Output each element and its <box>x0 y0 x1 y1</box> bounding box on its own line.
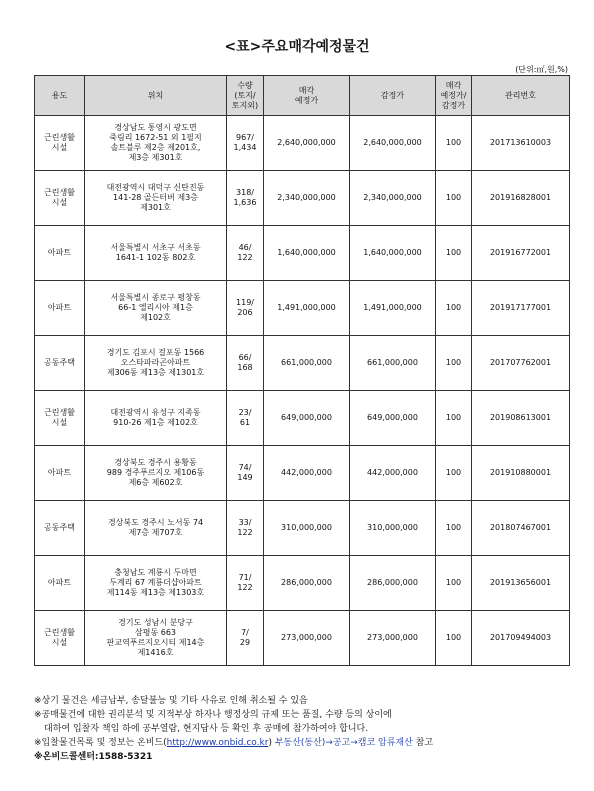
cell-qty: 318/ 1,636 <box>227 171 264 226</box>
note-liability: ※공매물건에 대한 권리분석 및 지적부상 하자나 행정상의 규제 또는 품질, 수량 등의 상이에 <box>34 710 392 720</box>
cell-qty: 967/ 1,434 <box>227 116 264 171</box>
table-row <box>35 226 570 281</box>
cell-use: 아파트 <box>35 556 85 611</box>
note-callcenter: ※온비드콜센터:1588-5321 <box>34 752 153 762</box>
header-location: 위치 <box>85 76 227 116</box>
header-qty: 수량 (토지/ 토지외) <box>227 76 264 116</box>
cell-location: 대전광역시 대덕구 신탄진동 141-28 골든터버 제3층 제301호 <box>85 171 227 226</box>
cell-price: 2,640,000,000 <box>264 116 350 171</box>
cell-mgmt: 201713610003 <box>472 116 570 171</box>
cell-use: 근린생활 시설 <box>35 391 85 446</box>
cell-mgmt: 201709494003 <box>472 611 570 666</box>
note-onbid-mid: ) <box>268 738 275 748</box>
cell-appraisal: 1,491,000,000 <box>350 281 436 336</box>
cell-ratio: 100 <box>436 226 472 281</box>
note-onbid-suffix: 참고 <box>412 738 434 748</box>
cell-price: 1,491,000,000 <box>264 281 350 336</box>
cell-price: 661,000,000 <box>264 336 350 391</box>
property-table <box>34 75 570 666</box>
cell-location: 서울특별시 종로구 평창동 66-1 엘리시아 제1층 제102호 <box>85 281 227 336</box>
cell-qty: 7/ 29 <box>227 611 264 666</box>
cell-mgmt: 201913656001 <box>472 556 570 611</box>
cell-ratio: 100 <box>436 281 472 336</box>
header-price: 매각 예정가 <box>264 76 350 116</box>
cell-use: 아파트 <box>35 446 85 501</box>
cell-location: 경상북도 경주시 노서동 74 제7층 제707호 <box>85 501 227 556</box>
cell-use: 근린생활 시설 <box>35 171 85 226</box>
table-row <box>35 336 570 391</box>
cell-qty: 71/ 122 <box>227 556 264 611</box>
cell-price: 310,000,000 <box>264 501 350 556</box>
cell-qty: 119/ 206 <box>227 281 264 336</box>
cell-qty: 46/ 122 <box>227 226 264 281</box>
cell-ratio: 100 <box>436 116 472 171</box>
cell-appraisal: 286,000,000 <box>350 556 436 611</box>
cell-qty: 74/ 149 <box>227 446 264 501</box>
cell-appraisal: 442,000,000 <box>350 446 436 501</box>
cell-location: 경상북도 경주시 용황동 989 경주푸르지오 제106동 제6층 제602호 <box>85 446 227 501</box>
cell-appraisal: 2,340,000,000 <box>350 171 436 226</box>
table-row <box>35 171 570 226</box>
cell-mgmt: 201917177001 <box>472 281 570 336</box>
cell-use: 아파트 <box>35 281 85 336</box>
table-row <box>35 391 570 446</box>
cell-qty: 33/ 122 <box>227 501 264 556</box>
cell-use: 근린생활 시설 <box>35 116 85 171</box>
cell-price: 649,000,000 <box>264 391 350 446</box>
cell-location: 충청남도 계룡시 두마면 두계리 67 계룡더샵아파트 제114동 제13층 제1303호 <box>85 556 227 611</box>
table-row <box>35 611 570 666</box>
note-onbid-prefix: ※입찰물건목록 및 정보는 온비드( <box>34 738 167 748</box>
cell-appraisal: 649,000,000 <box>350 391 436 446</box>
cell-mgmt: 201916828001 <box>472 171 570 226</box>
table-header-row <box>35 76 570 116</box>
cell-use: 근린생활 시설 <box>35 611 85 666</box>
cell-price: 1,640,000,000 <box>264 226 350 281</box>
cell-mgmt: 201707762001 <box>472 336 570 391</box>
table-row <box>35 446 570 501</box>
cell-price: 273,000,000 <box>264 611 350 666</box>
cell-location: 경기도 김포시 걸포동 1566 오스타파라곤아파트 제306동 제13층 제1301호 <box>85 336 227 391</box>
cell-ratio: 100 <box>436 336 472 391</box>
cell-use: 공동주택 <box>35 336 85 391</box>
unit-label: (단위:㎡,원,%) <box>515 65 568 74</box>
cell-price: 2,340,000,000 <box>264 171 350 226</box>
cell-qty: 66/ 168 <box>227 336 264 391</box>
note-liability-cont: 대하여 입찰자 책임 하에 공부열람, 현지답사 등 확인 후 공매에 참가하여야 합니다. <box>44 724 369 734</box>
table-body <box>35 116 570 666</box>
onbid-link[interactable]: http://www.onbid.co.kr <box>166 738 269 748</box>
cell-ratio: 100 <box>436 501 472 556</box>
cell-ratio: 100 <box>436 446 472 501</box>
cell-appraisal: 310,000,000 <box>350 501 436 556</box>
cell-mgmt: 201807467001 <box>472 501 570 556</box>
cell-use: 공동주택 <box>35 501 85 556</box>
cell-location: 대전광역시 유성구 지족동 910-26 제1층 제102호 <box>85 391 227 446</box>
table-row <box>35 281 570 336</box>
cell-ratio: 100 <box>436 556 472 611</box>
cell-qty: 23/ 61 <box>227 391 264 446</box>
cell-price: 442,000,000 <box>264 446 350 501</box>
cell-appraisal: 273,000,000 <box>350 611 436 666</box>
header-mgmt: 관리번호 <box>472 76 570 116</box>
table-row <box>35 501 570 556</box>
cell-appraisal: 1,640,000,000 <box>350 226 436 281</box>
note-cancel: ※상기 물건은 세금납부, 송달불능 및 기타 사유로 인해 취소될 수 있음 <box>34 696 308 706</box>
page-title: <표>주요매각예정물건 <box>224 39 370 55</box>
cell-mgmt: 201910880001 <box>472 446 570 501</box>
header-ratio: 매각 예정가/ 감정가 <box>436 76 472 116</box>
cell-appraisal: 2,640,000,000 <box>350 116 436 171</box>
cell-use: 아파트 <box>35 226 85 281</box>
cell-price: 286,000,000 <box>264 556 350 611</box>
header-appraisal: 감정가 <box>350 76 436 116</box>
cell-mgmt: 201908613001 <box>472 391 570 446</box>
cell-ratio: 100 <box>436 171 472 226</box>
onbid-path: 부동산(동산)→공고→캠코 압류재산 <box>274 738 413 748</box>
cell-appraisal: 661,000,000 <box>350 336 436 391</box>
header-use: 용도 <box>35 76 85 116</box>
cell-ratio: 100 <box>436 391 472 446</box>
cell-ratio: 100 <box>436 611 472 666</box>
table-row <box>35 556 570 611</box>
cell-location: 서울특별시 서초구 서초동 1641-1 102동 802호 <box>85 226 227 281</box>
table-row <box>35 116 570 171</box>
cell-location: 경기도 성남시 분당구 삼평동 663 판교역푸르지오시티 제14층 제1416호 <box>85 611 227 666</box>
notes <box>34 694 574 764</box>
cell-location: 경상남도 통영시 광도면 죽림리 1672-51 외 1필지 솔트블루 제2층 제201호, 제3층 제301호 <box>85 116 227 171</box>
cell-mgmt: 201916772001 <box>472 226 570 281</box>
note-onbid <box>34 736 574 750</box>
